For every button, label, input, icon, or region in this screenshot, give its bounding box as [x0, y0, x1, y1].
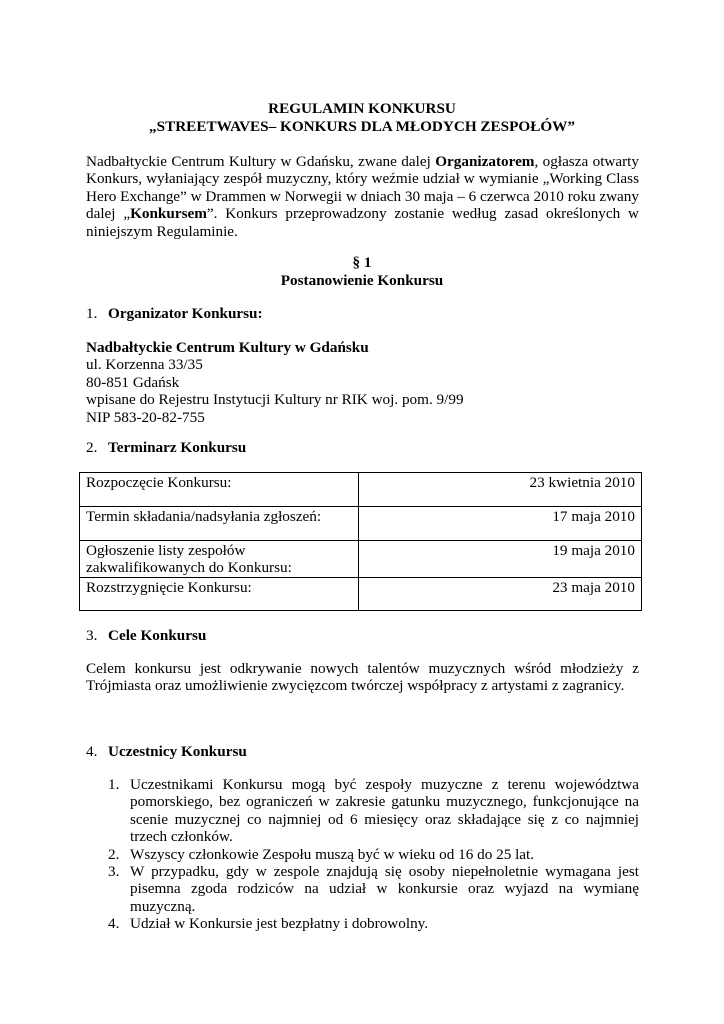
organizer-name: Nadbałtyckie Centrum Kultury w Gdańsku	[86, 339, 369, 356]
goals-paragraph: Celem konkursu jest odkrywanie nowych talentów muzycznych wśród młodzieży z Trójmiasta oraz umożliwienie zwycięzcom twórczej współpracy z artystami z zagranicy.	[86, 660, 639, 695]
schedule-label: Rozstrzygnięcie Konkursu:	[80, 577, 359, 610]
schedule-date: 23 kwietnia 2010	[359, 473, 642, 507]
organizer-city: 80-851 Gdańsk	[86, 373, 180, 391]
intro-paragraph	[86, 153, 639, 240]
section-number: § 1	[352, 254, 372, 271]
list-item	[86, 863, 639, 915]
intro-text-3: ”. Konkurs przeprowadzony zostanie według zasad określonych w niniejszym Regulaminie.	[86, 205, 639, 240]
schedule-table	[79, 472, 642, 611]
section-title: Postanowienie Konkursu	[280, 272, 444, 289]
document-title: REGULAMIN KONKURSU	[268, 100, 456, 117]
list-item	[86, 776, 639, 846]
list-item-text: Udział w Konkursie jest bezpłatny i dobrowolny.	[130, 915, 429, 933]
organizer-nip: NIP 583-20-82-755	[86, 408, 205, 426]
schedule-date: 17 maja 2010	[359, 507, 642, 541]
heading-label: Uczestnicy Konkursu	[108, 743, 247, 760]
schedule-heading	[86, 439, 246, 456]
organizer-registry: wpisane do Rejestru Instytucji Kultury nr RIK woj. pom. 9/99	[86, 391, 464, 409]
list-item-text: Wszyscy członkowie Zespołu muszą być w wieku od 16 do 25 lat.	[130, 845, 535, 863]
intro-text-1: Nadbałtyckie Centrum Kultury w Gdańsku, zwane dalej	[86, 153, 436, 170]
schedule-label: Ogłoszenie listy zespołów zakwalifikowanych do Konkursu:	[80, 541, 359, 578]
schedule-label: Termin składania/nadsyłania zgłoszeń:	[80, 507, 359, 541]
participants-list	[86, 776, 639, 933]
table-row	[80, 577, 642, 610]
table-row	[80, 541, 642, 578]
intro-contest-term: Konkursem	[130, 205, 207, 223]
organizer-street: ul. Korzenna 33/35	[86, 356, 203, 374]
list-item-number: 4.	[108, 915, 120, 933]
list-item-text: W przypadku, gdy w zespole znajdują się osoby niepełnoletnie wymagana jest pisemna zgoda rodziców na udział w konkursie oraz wyjazd na wymianę muzyczną.	[130, 863, 639, 915]
heading-label: Cele Konkursu	[108, 627, 207, 644]
list-item	[86, 846, 639, 863]
heading-number: 1.	[86, 305, 98, 322]
list-item-number: 2.	[108, 845, 120, 863]
list-item-text: Uczestnikami Konkursu mogą być zespoły muzyczne z terenu województwa pomorskiego, bez ograniczeń w zakresie gatunku muzycznego, funkcjonujące na scenie muzycznej co najmniej od 6 miesięcy oraz składające się z co najmniej trzech członków.	[130, 776, 639, 846]
schedule-date: 19 maja 2010	[359, 541, 642, 578]
heading-number: 2.	[86, 439, 98, 456]
table-row	[80, 473, 642, 507]
list-item-number: 3.	[108, 863, 120, 881]
heading-label: Terminarz Konkursu	[108, 439, 247, 456]
list-item	[86, 915, 639, 932]
table-row	[80, 507, 642, 541]
heading-label: Organizator Konkursu:	[108, 305, 263, 322]
intro-text-2: , ogłasza otwarty Konkurs, wyłaniający zespół muzyczny, który weźmie udział w wymianie „Working Class Hero Exchange” w Drammen w Norwegii w dniach 30 maja – 6 czerwca 2010 roku zwany dalej „	[86, 153, 639, 223]
goals-heading	[86, 627, 206, 644]
organizer-address-block	[86, 339, 464, 426]
schedule-date: 23 maja 2010	[359, 577, 642, 610]
intro-organizer-term: Organizatorem	[435, 153, 535, 170]
heading-number: 4.	[86, 743, 98, 760]
heading-number: 3.	[86, 627, 98, 644]
participants-heading	[86, 743, 247, 760]
schedule-label: Rozpoczęcie Konkursu:	[80, 473, 359, 507]
list-item-number: 1.	[108, 776, 120, 793]
organizer-heading	[86, 305, 263, 322]
document-subtitle: „STREETWAVES– KONKURS DLA MŁODYCH ZESPOŁÓW”	[149, 118, 575, 135]
